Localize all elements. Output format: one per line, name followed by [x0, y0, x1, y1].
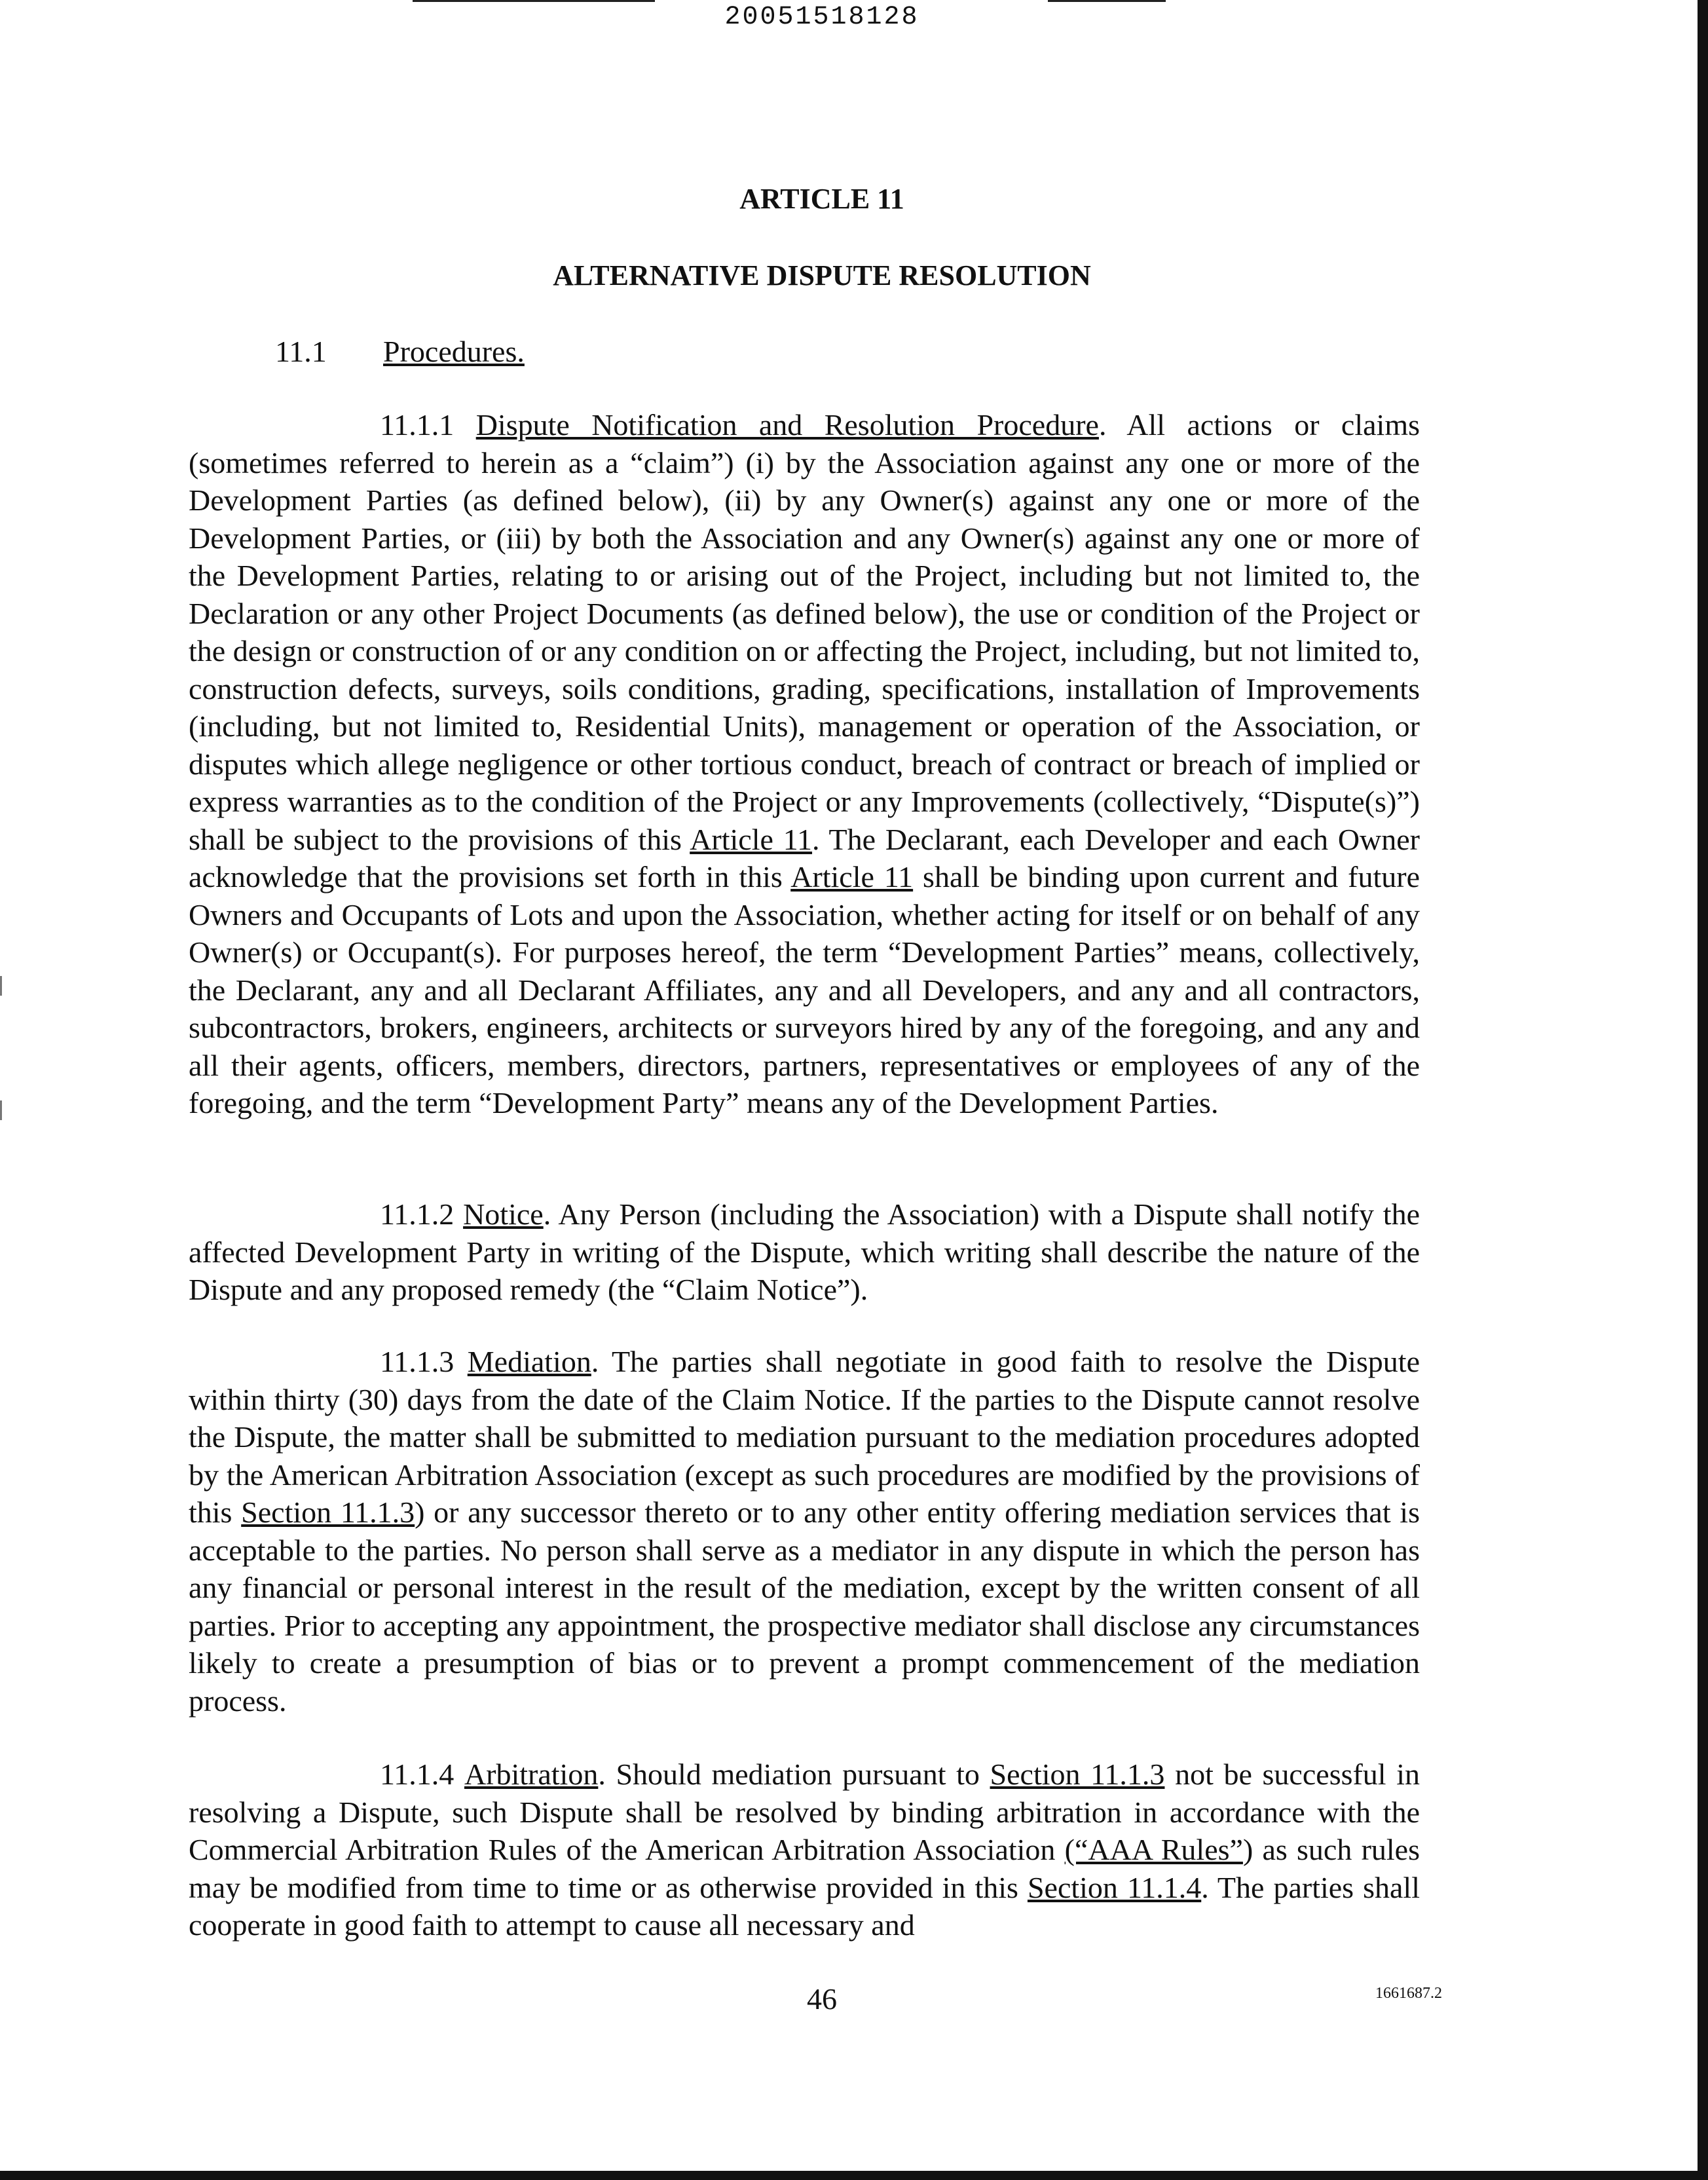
paragraph-text: . The parties shall negotiate in good faith to resolve the Dispute within thirty (30) days from the date of the Claim Notice. If the parties to the Dispute cannot resolve the Dispute, the matter shall be submitted to mediation pursuant to the mediation procedures adopted by the American Arbitration Association (except as such procedures are modified by the provisions of this — [189, 1345, 1420, 1529]
scan-margin-mark — [0, 976, 2, 996]
paragraph-title: Arbitration — [464, 1757, 599, 1791]
paragraph-text: . The parties shall cooperate in good faith to attempt to cause all necessary and — [189, 1870, 1420, 1942]
paragraph-number: 11.1.4 — [380, 1757, 455, 1791]
scan-top-rule — [1048, 0, 1166, 2]
scan-border-right — [1698, 0, 1708, 2180]
paragraph-title: Dispute Notification and Resolution Procedure — [475, 408, 1099, 442]
article-title: ALTERNATIVE DISPUTE RESOLUTION — [553, 259, 1091, 291]
article-reference: Article 11 — [790, 860, 914, 893]
paragraph-text: . The Declarant, each Developer and each Owner acknowledge that the provisions set forth in this — [189, 822, 1420, 893]
section-reference: Section 11.1.3 — [990, 1757, 1165, 1791]
article-number: ARTICLE 11 — [739, 183, 904, 215]
document-code: 1661687.2 — [1375, 1985, 1442, 2002]
paragraph-number: 11.1.2 — [380, 1197, 455, 1231]
paragraph-title: Notice — [463, 1197, 544, 1231]
paragraph-text: not be successful in resolving a Dispute, such Dispute shall be resolved by binding arbitration in accordance with the Commercial Arbitration Rules of the American Arbitration Association — [189, 1757, 1420, 1866]
paragraph-11-1-2 — [189, 1195, 1420, 1309]
paragraph-11-1-4 — [189, 1756, 1420, 1944]
scan-top-rule — [413, 0, 655, 2]
paragraph-11-1-1 — [189, 406, 1420, 1122]
paragraph-number: 11.1.1 — [380, 408, 455, 442]
document-number: 20051518128 — [724, 3, 919, 32]
section-title: Procedures. — [383, 335, 525, 368]
paragraph-text: ) or any successor thereto or to any other entity offering mediation services that is acceptable to the parties. No person shall serve as a mediator in any dispute in which the person has any financial or personal interest in the result of the mediation, except by the written consent of all parties. Prior to accepting any appointment, the prospective mediator shall disclose any circumstances likely to create a presumption of bias or to prevent a prompt commencement of the mediation process. — [189, 1495, 1420, 1718]
paragraph-text: shall be binding upon current and future Owners and Occupants of Lots and upon the Association, whether acting for itself or on behalf of any Owner(s) or Occupant(s). For purposes hereof, the term “Development Parties” means, collectively, the Declarant, any and all Declarant Affiliates, any and all Developers, and any and all contractors, subcontractors, brokers, engineers, architects or surveyors hired by any of the foregoing, and any and all their agents, officers, members, directors, partners, representatives or employees of any of the foregoing, and the term “Development Party” means any of the Development Parties. — [189, 860, 1420, 1119]
section-reference: Section 11.1.4 — [1027, 1870, 1202, 1904]
page-number: 46 — [807, 1982, 837, 2016]
paragraph-text: . All actions or claims (sometimes referred to herein as a “claim”) (i) by the Association against any one or more of the Development Parties (as defined below), (ii) by any Owner(s) against any one or more of the Development Parties, or (iii) by both the Association and any Owner(s) against any one or more of the Development Parties, relating to or arising out of the Project, including but not limited to, the Declaration or any other Project Documents (as defined below), the use or condition of the Project or the design or construction of or any condition on or affecting the Project, including, but not limited to, construction defects, surveys, soils conditions, grading, specifications, installation of Improvements (including, but not limited to, Residential Units), management or operation of the Association, or disputes which allege negligence or other tortious conduct, breach of contract or breach of implied or express warranties as to the condition of the Project or any Improvements (collectively, “Dispute(s)”) shall be subject to the provisions of this — [189, 408, 1420, 856]
defined-term-reference: (“AAA Rules” — [1064, 1833, 1243, 1866]
paragraph-number: 11.1.3 — [380, 1345, 455, 1378]
section-number: 11.1 — [275, 335, 327, 368]
article-reference: Article 11 — [690, 822, 813, 856]
scan-border-bottom — [0, 2171, 1708, 2180]
paragraph-title: Mediation — [467, 1345, 591, 1378]
paragraph-11-1-3 — [189, 1343, 1420, 1720]
paragraph-text: ) as such rules may be modified from time to time or as otherwise provided in this — [189, 1833, 1420, 1904]
section-heading — [275, 334, 525, 369]
paragraph-text: . Any Person (including the Association) with a Dispute shall notify the affected Development Party in writing of the Dispute, which writing shall describe the nature of the Dispute and any proposed remedy (the “Claim Notice”). — [189, 1197, 1420, 1306]
section-reference: Section 11.1.3 — [241, 1495, 415, 1529]
scan-margin-mark — [0, 1100, 2, 1120]
paragraph-text: . Should mediation pursuant to — [598, 1757, 990, 1791]
